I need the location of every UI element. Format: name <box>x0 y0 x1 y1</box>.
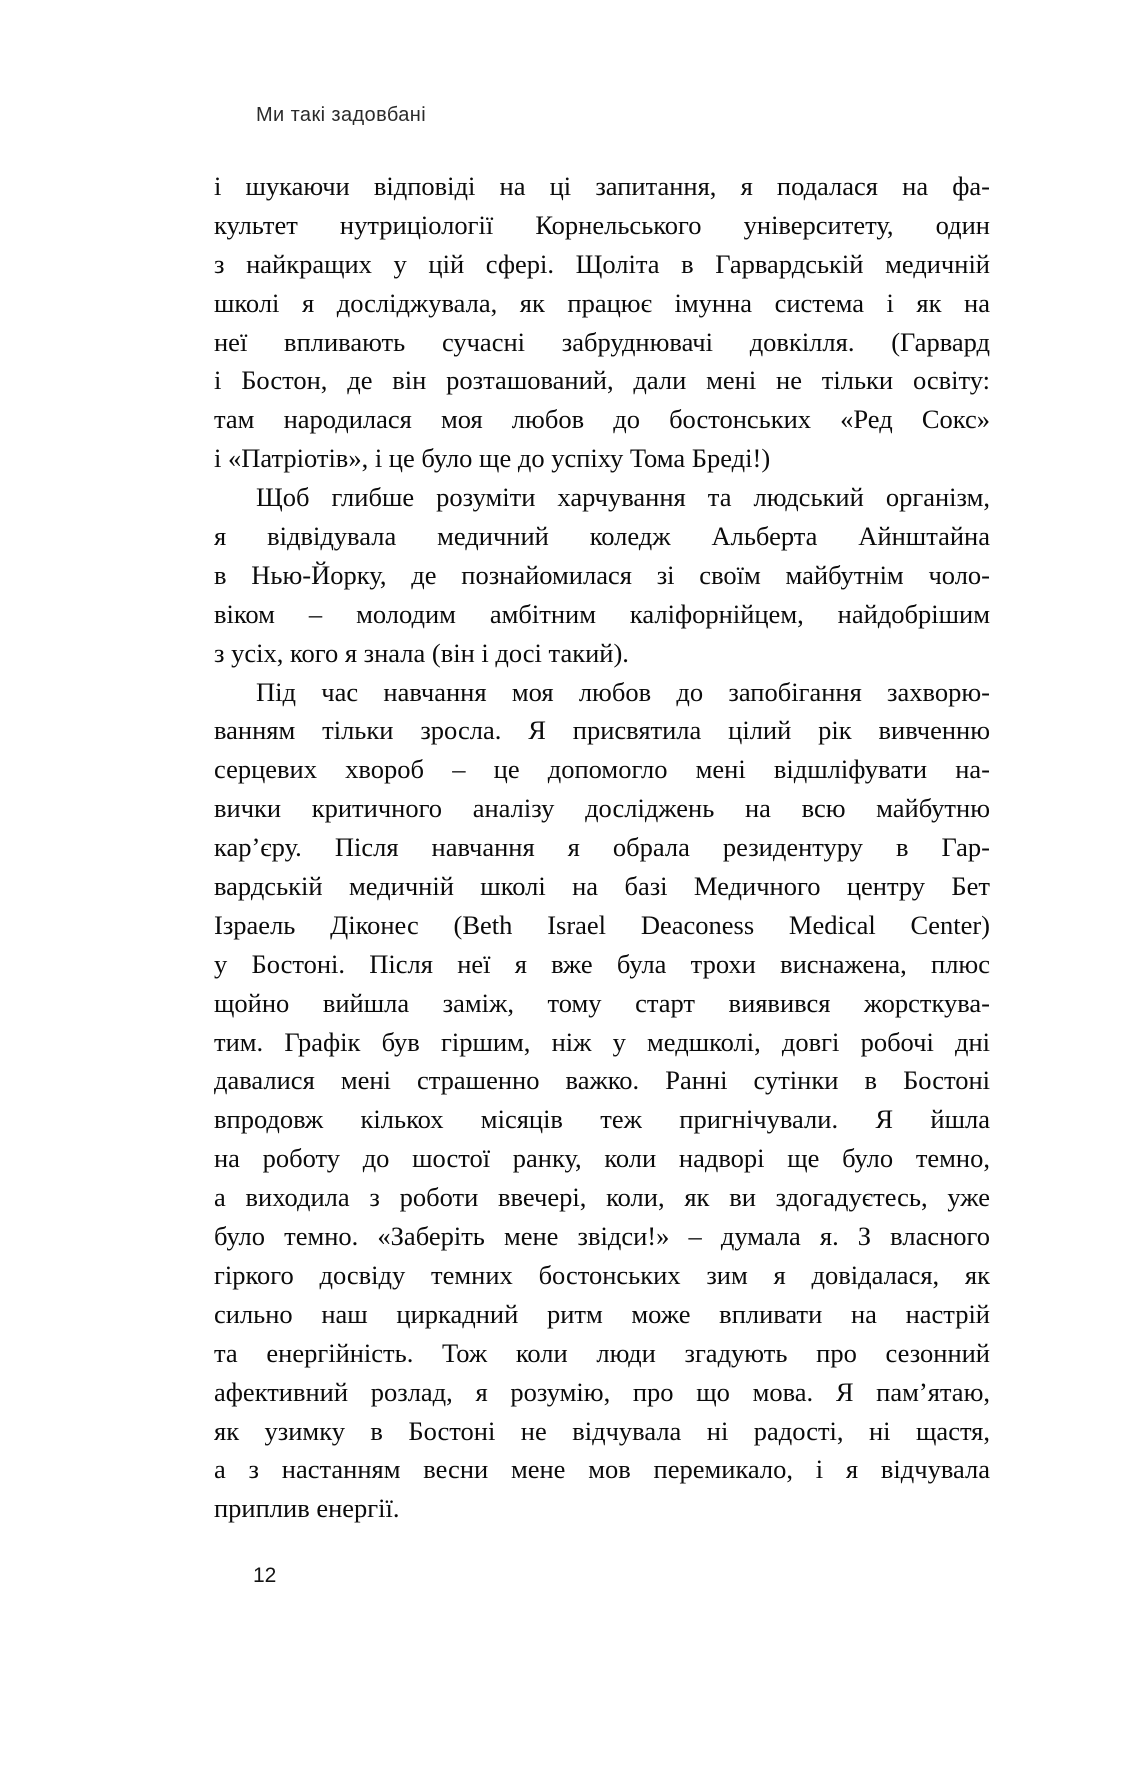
text-line: Під час навчання моя любов до запобігання захворю- <box>256 676 990 707</box>
text-line: вардській медичній школі на базі Медичного центру Бет <box>214 871 990 902</box>
text-line: там народилася моя любов до бостонських «Ред Сокс» <box>214 404 990 435</box>
page-number: 12 <box>253 1564 277 1587</box>
text-line: сильно наш циркадний ритм може впливати на настрій <box>214 1298 990 1329</box>
text-line: було темно. «Заберіть мене звідси!» – думала я. З власного <box>214 1221 990 1252</box>
text-line: афективний розлад, я розумію, про що мова. Я пам’ятаю, <box>214 1376 990 1407</box>
text-line: а з настанням весни мене мов перемикало, і я відчувала <box>214 1454 990 1485</box>
text-line: ванням тільки зросла. Я присвятила цілий рік вивченню <box>214 715 990 746</box>
text-line: як узимку в Бостоні не відчувала ні радості, ні щастя, <box>214 1415 990 1446</box>
text-line: тим. Графік був гіршим, ніж у медшколі, довгі робочі дні <box>214 1026 990 1057</box>
text-line: і Бостон, де він розташований, дали мені не тільки освіту: <box>214 365 990 396</box>
text-line: впродовж кількох місяців теж пригнічували. Я йшла <box>214 1104 990 1135</box>
text-line: культет нутриціології Корнельського університету, один <box>214 209 990 240</box>
text-line: у Бостоні. Після неї я вже була трохи виснажена, плюс <box>214 948 990 979</box>
text-line: з усіх, кого я знала (він і досі такий). <box>214 637 629 668</box>
text-line: давалися мені страшенно важко. Ранні сутінки в Бостоні <box>214 1065 990 1096</box>
text-line: і шукаючи відповіді на ці запитання, я подалася на фа- <box>214 171 990 201</box>
running-header: Ми такі задовбані <box>256 104 427 126</box>
text-line: гіркого досвіду темних бостонських зим я довідалася, як <box>214 1259 990 1290</box>
body-text <box>214 167 990 1528</box>
text-line: школі я досліджувала, як працює імунна система і як на <box>214 287 990 318</box>
text-line: з найкращих у цій сфері. Щоліта в Гарвардській медичній <box>214 248 990 279</box>
text-line: я відвідувала медичний коледж Альберта Айнштайна <box>214 521 990 552</box>
text-line: а виходила з роботи ввечері, коли, як ви здогадуєтесь, уже <box>214 1182 990 1213</box>
text-line: кар’єру. Після навчання я обрала резидентуру в Гар- <box>214 832 990 863</box>
text-line: щойно вийшла заміж, тому старт виявився жорсткува- <box>214 987 990 1018</box>
text-line: віком – молодим амбітним каліфорнійцем, найдобрішим <box>214 598 990 629</box>
text-line: приплив енергії. <box>214 1493 400 1524</box>
text-line: та енергійність. Тож коли люди згадують про сезонний <box>214 1337 990 1368</box>
text-line: і «Патріотів», і це було ще до успіху Тома Бреді!) <box>214 443 771 474</box>
text-line: в Нью-Йорку, де познайомилася зі своїм майбутнім чоло- <box>214 559 990 590</box>
text-line: неї впливають сучасні забруднювачі довкілля. (Гарвард <box>214 326 990 357</box>
text-line: на роботу до шостої ранку, коли надворі ще було темно, <box>214 1143 990 1174</box>
text-line: вички критичного аналізу досліджень на всю майбутню <box>214 793 990 824</box>
text-line: серцевих хвороб – це допомогло мені відшліфувати на- <box>214 754 990 785</box>
text-line: Ізраель Діконес (Beth Israel Deaconess Medical Center) <box>214 909 990 940</box>
text-line: Щоб глибше розуміти харчування та людський організм, <box>256 482 990 513</box>
